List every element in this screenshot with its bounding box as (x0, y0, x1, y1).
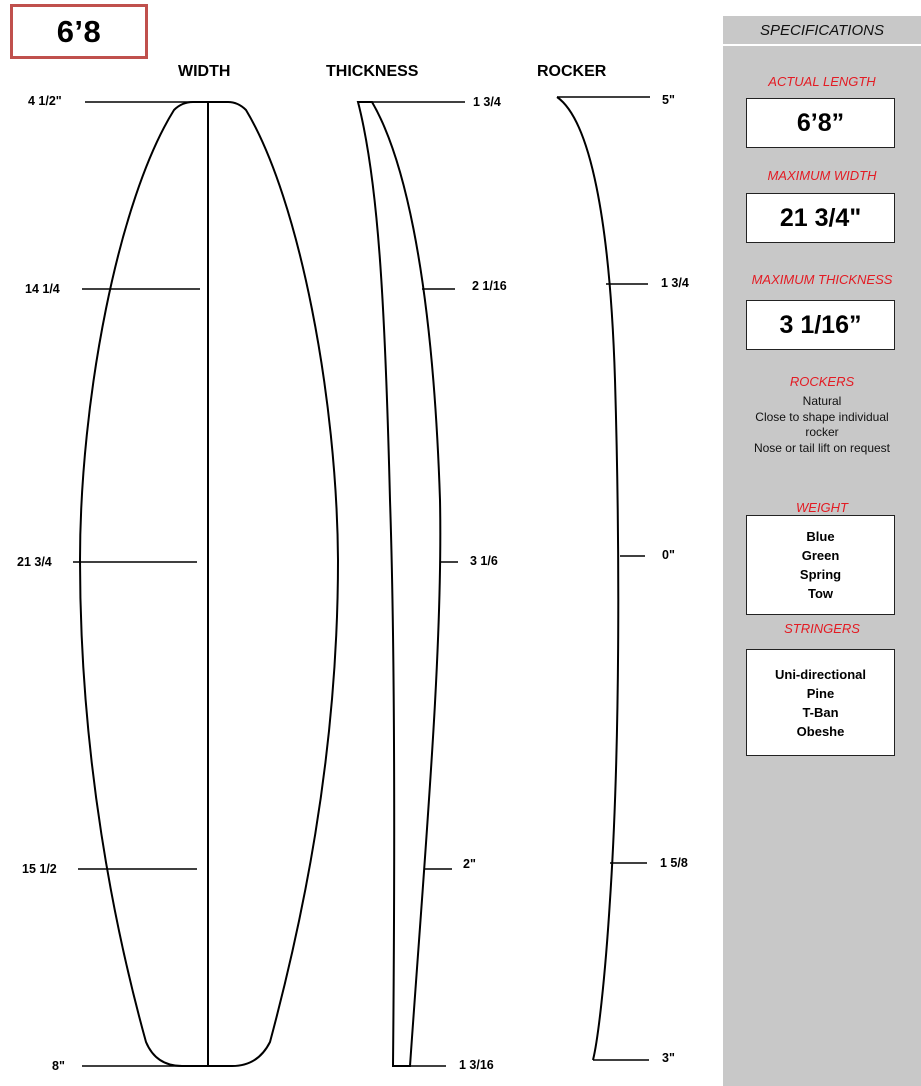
weight-label: WEIGHT (796, 500, 848, 515)
rockers-line: rocker (805, 425, 839, 439)
rocker-label-tail: 3" (662, 1051, 675, 1065)
weight-item: Green (801, 548, 840, 563)
rocker-label-lower: 1 5/8 (660, 856, 688, 870)
rocker-label-middle: 0" (662, 548, 675, 562)
rocker-label-nose: 5" (662, 93, 675, 107)
rocker-label-upper: 1 3/4 (661, 276, 689, 290)
rocker-heading: ROCKER (537, 63, 607, 80)
thickness-heading: THICKNESS (326, 63, 419, 80)
rocker-curve (557, 97, 618, 1060)
thickness-label-nose: 1 3/4 (473, 95, 501, 109)
width-label-nose: 4 1/2" (28, 94, 62, 108)
thickness-label-middle: 3 1/6 (470, 554, 498, 568)
weight-item: Blue (806, 529, 835, 544)
width-label-lower: 15 1/2 (22, 862, 57, 876)
thickness-outline (358, 102, 440, 1066)
stringers-label: STRINGERS (784, 621, 860, 636)
rockers-description (723, 394, 921, 456)
rockers-line: Natural (802, 394, 842, 408)
width-label-tail: 8" (52, 1059, 65, 1073)
stringer-item: Pine (806, 685, 835, 701)
max-width-value: 21 3/4" (746, 193, 895, 243)
weight-item: Tow (807, 586, 834, 601)
thickness-label-tail: 1 3/16 (459, 1058, 494, 1072)
thickness-label-lower: 2" (463, 857, 476, 871)
stringer-item: T-Ban (802, 704, 839, 720)
rockers-line: Close to shape individual (755, 409, 889, 424)
stringer-item: Obeshe (796, 723, 845, 739)
width-heading: WIDTH (178, 63, 231, 80)
actual-length-label: ACTUAL LENGTH (768, 74, 876, 89)
actual-length-value: 6’8” (746, 98, 895, 148)
width-label-middle: 21 3/4 (17, 555, 52, 569)
weight-options (746, 515, 895, 615)
rockers-label: ROCKERS (789, 374, 855, 389)
max-thickness-label: MAXIMUM THICKNESS (751, 272, 893, 287)
thickness-label-upper: 2 1/16 (472, 279, 507, 293)
rockers-line: Nose or tail lift on request (753, 440, 891, 455)
width-label-upper: 14 1/4 (25, 282, 60, 296)
max-width-label: MAXIMUM WIDTH (767, 168, 877, 183)
specifications-header: SPECIFICATIONS (723, 16, 921, 46)
stringer-item: Uni-directional (774, 666, 866, 682)
stringers-options (746, 649, 895, 756)
weight-item: Spring (799, 567, 842, 582)
title-text: 6’8 (56, 13, 102, 49)
max-thickness-value: 3 1/16” (746, 300, 895, 350)
